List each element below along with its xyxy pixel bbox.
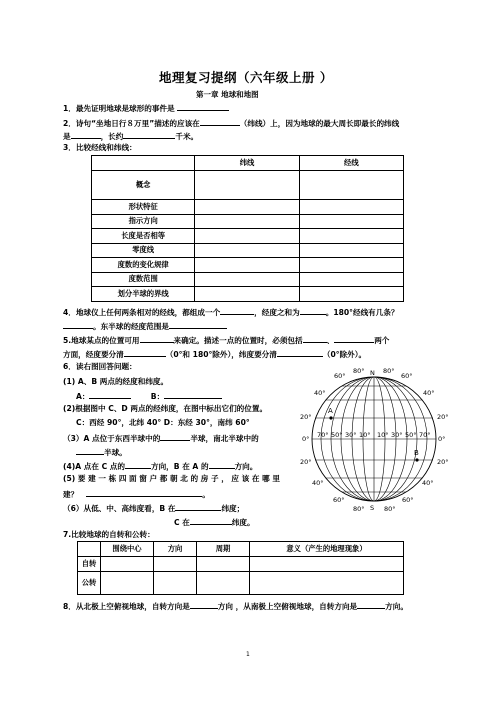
blank[interactable] bbox=[76, 446, 104, 455]
table1-cell[interactable] bbox=[195, 214, 299, 229]
table2-row-revolution: 公转 bbox=[78, 572, 101, 595]
lat-label-20s-right: 20° bbox=[437, 458, 449, 466]
point-a-map-label: A bbox=[328, 407, 333, 415]
q5-text-c: 、 bbox=[326, 336, 335, 345]
blank[interactable] bbox=[63, 320, 93, 329]
q6-3-text-b: 半球，南北半球中的 bbox=[190, 434, 259, 443]
table1-row-label: 划分半球的界线 bbox=[92, 287, 195, 302]
q2-text-e: 千米。 bbox=[175, 132, 199, 141]
q5-text-g: （0°除外）。 bbox=[322, 350, 367, 359]
q2-text-d: ，长约 bbox=[100, 132, 124, 141]
q6-4-text: (4)A 点在 C 点的 bbox=[63, 462, 125, 471]
table2-corner bbox=[78, 542, 101, 557]
lat-label-40n-left: 40° bbox=[314, 389, 326, 397]
q5-text-d: 两个 bbox=[374, 336, 390, 345]
table2-cell[interactable] bbox=[250, 557, 404, 572]
lat-label-40s-left: 40° bbox=[312, 479, 324, 487]
table1-row-label: 指示方向 bbox=[92, 214, 195, 229]
lat-label-0-left: 0° bbox=[302, 435, 310, 443]
blank[interactable] bbox=[177, 102, 229, 111]
lat-label-40n-right: 40° bbox=[423, 389, 435, 397]
lat-label-0-right: 0° bbox=[438, 435, 446, 443]
south-pole-label: S bbox=[370, 504, 375, 512]
blank[interactable] bbox=[71, 130, 101, 139]
blank[interactable] bbox=[160, 432, 190, 441]
eq-lon-label: 70° bbox=[419, 431, 431, 439]
table1-cell[interactable] bbox=[195, 272, 299, 287]
table1-cell[interactable] bbox=[299, 243, 403, 258]
q5-text-e: 方面，经度要分清 bbox=[63, 350, 124, 359]
table1-cell[interactable] bbox=[299, 200, 403, 215]
blank[interactable] bbox=[190, 516, 232, 525]
north-pole-label: N bbox=[370, 369, 375, 377]
question-8 bbox=[63, 600, 408, 612]
table1-row-label: 零度线 bbox=[92, 243, 195, 258]
q5-text-f: （0°和 180°除外），纬度要分清 bbox=[165, 350, 277, 359]
question-5 bbox=[63, 334, 389, 346]
question-6-2-coords: C：西经 90°，北纬 40° D：东经 30°，南纬 60° bbox=[76, 418, 250, 427]
lat-label-20n-right: 20° bbox=[437, 413, 449, 421]
q5-text-b: 来确定。描述一点的位置时，必须包括 bbox=[173, 336, 303, 345]
table2-header-direction: 方向 bbox=[154, 542, 197, 557]
q1-text: 1．最先证明地球是球形的事件是 bbox=[63, 104, 175, 113]
blank[interactable] bbox=[357, 600, 385, 609]
q2-text-b: （纬线）上，因为地球的最大周长即最长的纬线 bbox=[239, 119, 400, 128]
question-6-3 bbox=[63, 432, 259, 444]
q4-text-b: ，经度之和为 bbox=[254, 308, 300, 317]
q4-text: 4．地球仪上任何两条相对的经线，都组成一个 bbox=[63, 308, 221, 317]
q6-6-text: （6）从低、中、高纬度看，B 在 bbox=[63, 504, 176, 513]
q6-6-text-c: C 在 bbox=[174, 518, 190, 527]
table1-corner bbox=[92, 156, 195, 171]
point-b-marker bbox=[415, 458, 418, 461]
blank[interactable] bbox=[86, 488, 202, 497]
eq-lon-label: 10° bbox=[359, 431, 371, 439]
blank[interactable] bbox=[89, 390, 131, 399]
table2-cell[interactable] bbox=[101, 572, 154, 595]
table2-cell[interactable] bbox=[250, 572, 404, 595]
page-number: 1 bbox=[246, 651, 250, 658]
blank[interactable] bbox=[209, 460, 235, 469]
table1-header-latitude: 纬线 bbox=[195, 156, 299, 171]
q4-text-c: 。180°经线有几条？ bbox=[325, 308, 399, 317]
eq-lon-label: 70° bbox=[317, 431, 329, 439]
question-6: 6．读右图回答问题： bbox=[63, 362, 137, 371]
table1-row-label: 度数的变化规律 bbox=[92, 258, 195, 273]
table1-row-label: 度数范围 bbox=[92, 272, 195, 287]
point-a-marker bbox=[329, 416, 332, 419]
blank[interactable] bbox=[124, 348, 166, 357]
lon-label-bottom-left: 80° bbox=[353, 505, 365, 513]
point-a-label: A： bbox=[76, 392, 90, 401]
blank[interactable] bbox=[169, 320, 227, 329]
blank[interactable] bbox=[140, 334, 174, 343]
lon-label-top-left: 80° bbox=[353, 367, 365, 375]
table2-cell[interactable] bbox=[101, 557, 154, 572]
question-6-4 bbox=[63, 460, 257, 472]
table1-cell[interactable] bbox=[195, 229, 299, 244]
q5-text: 5.地球某点的位置可用 bbox=[63, 336, 140, 345]
question-4-line2 bbox=[63, 320, 227, 332]
table1-cell[interactable] bbox=[195, 258, 299, 273]
question-6-3-line2 bbox=[76, 446, 127, 458]
eq-lon-label: 30° bbox=[391, 431, 403, 439]
lat-label-60s-left: 60° bbox=[333, 496, 345, 504]
blank[interactable] bbox=[200, 117, 240, 126]
table1-row-label: 长度是否相等 bbox=[92, 229, 195, 244]
table1-cell[interactable] bbox=[195, 243, 299, 258]
q6-6-text-d: 纬度。 bbox=[231, 518, 255, 527]
question-7: 7.比较地球的自转和公转： bbox=[63, 530, 155, 539]
table1-cell[interactable] bbox=[299, 214, 403, 229]
blank[interactable] bbox=[123, 130, 175, 139]
question-6-5-line2 bbox=[63, 488, 210, 500]
question-3: 3．比较经线和纬线： bbox=[63, 143, 137, 152]
q8-text-b: 方向 ，从南极上空俯视地球，自转方向是 bbox=[217, 602, 358, 611]
lon-label-bottom-right: 80° bbox=[384, 505, 396, 513]
question-2-line2 bbox=[63, 130, 198, 142]
table2-header-period: 周期 bbox=[197, 542, 250, 557]
blank[interactable] bbox=[164, 390, 222, 399]
table1-row-label: 概念 bbox=[92, 171, 195, 200]
eq-lon-label: 50° bbox=[405, 431, 417, 439]
q6-4-text-b: 方向，B 在 A 的 bbox=[150, 462, 209, 471]
table1-cell[interactable] bbox=[195, 200, 299, 215]
q6-6-text-b: 纬度； bbox=[221, 504, 245, 513]
q4-text-d: 。东半球的经度范围是 bbox=[93, 322, 169, 331]
lat-label-20s-left: 20° bbox=[300, 458, 312, 466]
question-6-1-answers bbox=[76, 390, 222, 402]
table2-cell[interactable] bbox=[197, 572, 250, 595]
globe-graticule-diagram bbox=[296, 364, 452, 514]
q6-5-text-c: 。 bbox=[202, 490, 210, 499]
table1-cell[interactable] bbox=[299, 272, 403, 287]
question-6-2: (2)根据图中 C、D 两点的经纬度，在图中标出它们的位置。 bbox=[63, 404, 268, 413]
eq-lon-label: 50° bbox=[331, 431, 343, 439]
blank[interactable] bbox=[303, 334, 327, 343]
q6-4-text-c: 方向。 bbox=[234, 462, 258, 471]
blank[interactable] bbox=[300, 306, 326, 315]
q8-text: 8．从北极上空俯视地球，自转方向是 bbox=[63, 602, 190, 611]
table1-cell[interactable] bbox=[299, 229, 403, 244]
lat-label-60n-right: 60° bbox=[401, 372, 413, 380]
blank[interactable] bbox=[277, 348, 323, 357]
q6-3-text-c: 半球。 bbox=[104, 448, 127, 457]
table2-cell[interactable] bbox=[154, 572, 197, 595]
blank[interactable] bbox=[125, 460, 151, 469]
table2-header-center: 围绕中心 bbox=[101, 542, 154, 557]
question-1 bbox=[63, 102, 229, 114]
blank[interactable] bbox=[175, 502, 221, 511]
blank[interactable] bbox=[334, 334, 374, 343]
lat-label-60s-right: 60° bbox=[402, 496, 414, 504]
table1-cell[interactable] bbox=[195, 171, 299, 200]
table2-cell[interactable] bbox=[154, 557, 197, 572]
table2-row-rotation: 自转 bbox=[78, 557, 101, 572]
eq-lon-label: 10° bbox=[377, 431, 389, 439]
table1-header-longitude: 经线 bbox=[299, 156, 403, 171]
lat-label-60n-left: 60° bbox=[334, 372, 346, 380]
q6-3-text: （3）A 点位于东西半球中的 bbox=[63, 434, 161, 443]
question-6-1: (1) A、B 两点的经度和纬度。 bbox=[63, 377, 169, 386]
point-b-label: B： bbox=[150, 392, 165, 401]
latitude-longitude-table bbox=[91, 155, 404, 302]
question-2 bbox=[63, 117, 399, 129]
q2-text-c: 是 bbox=[63, 132, 71, 141]
lat-label-20n-left: 20° bbox=[300, 413, 312, 421]
table1-cell[interactable] bbox=[195, 287, 299, 302]
lat-label-40s-right: 40° bbox=[422, 479, 434, 487]
question-5-line2 bbox=[63, 348, 366, 360]
q2-text: 2．诗句“坐地日行８万里”描述的应该在 bbox=[63, 119, 200, 128]
lon-label-top-right: 80° bbox=[383, 367, 395, 375]
table2-header-significance: 意义（产生的地理现象） bbox=[250, 542, 404, 557]
q8-text-c: 方向。 bbox=[385, 602, 408, 611]
chapter-heading: 第一章 地球和地图 bbox=[196, 90, 259, 99]
point-b-map-label: B bbox=[414, 449, 419, 457]
rotation-revolution-table bbox=[77, 541, 404, 595]
table1-cell[interactable] bbox=[299, 287, 403, 302]
table1-cell[interactable] bbox=[299, 171, 403, 200]
question-6-5: (5) 要 建 一 栋 四 面 窗 户 都 朝 北 的 房 子 ， 应 该 在 哪 里 bbox=[63, 474, 280, 483]
table2-cell[interactable] bbox=[197, 557, 250, 572]
eq-lon-label: 30° bbox=[345, 431, 357, 439]
blank[interactable] bbox=[190, 600, 218, 609]
table1-cell[interactable] bbox=[299, 258, 403, 273]
page-title: 地理复习提纲（六年级上册 ） bbox=[159, 70, 333, 85]
question-4 bbox=[63, 306, 399, 318]
question-6-6 bbox=[63, 502, 244, 514]
table1-row-label: 形状特征 bbox=[92, 200, 195, 215]
blank[interactable] bbox=[220, 306, 254, 315]
q6-5-text-b: 建？ bbox=[63, 490, 79, 499]
question-6-6-line2 bbox=[174, 516, 255, 528]
